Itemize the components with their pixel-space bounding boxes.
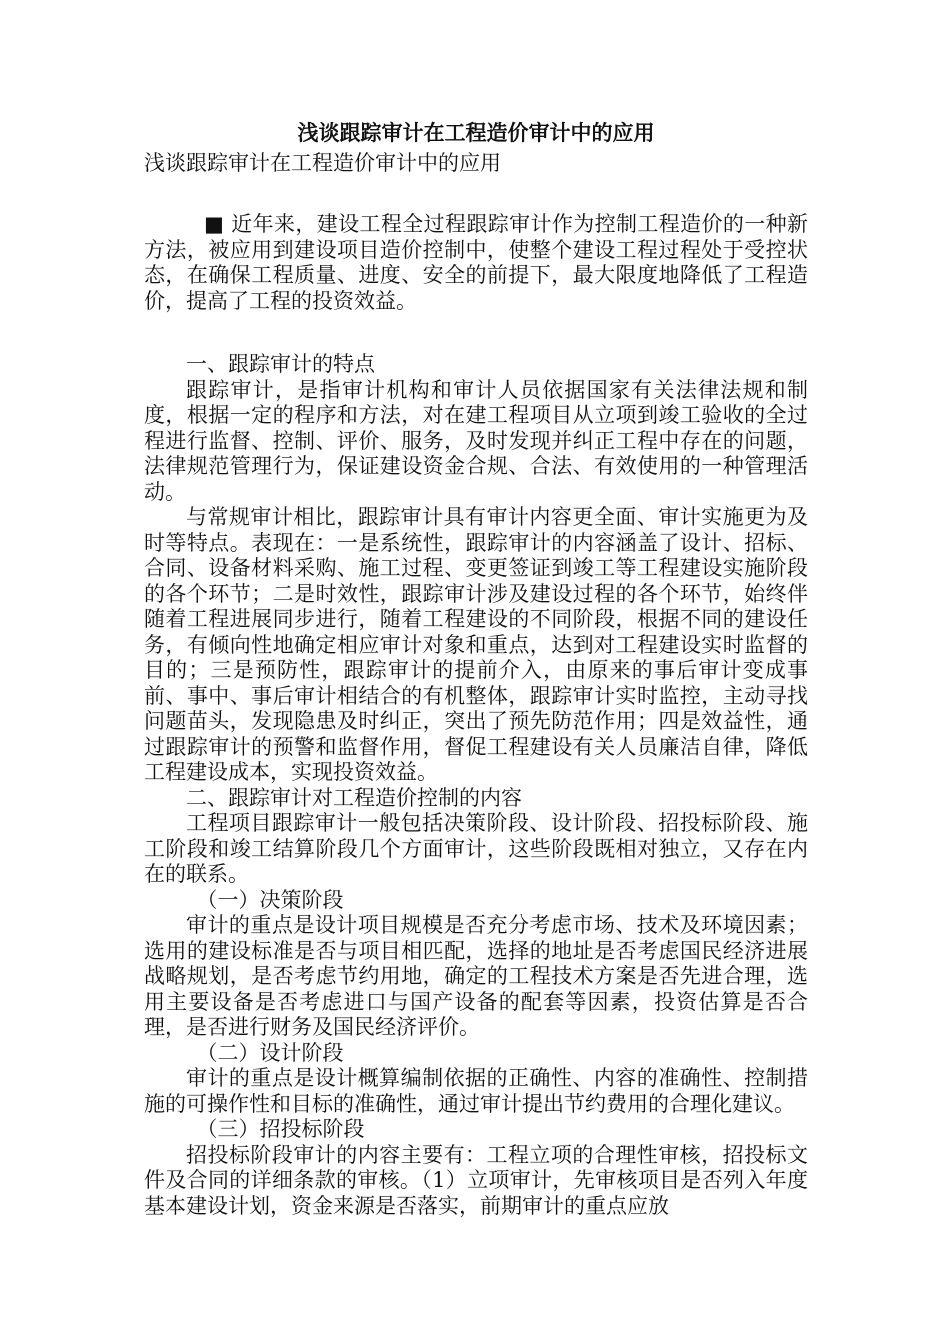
document-title: 浅谈跟踪审计在工程造价审计中的应用: [297, 120, 655, 145]
subsection-heading-bidding: （三）招投标阶段: [196, 1117, 365, 1141]
subsection-paragraph-design: 审计的重点是设计概算编制依据的正确性、内容的准确性、控制措施的可操作性和目标的准确性，通过审计提出节约费用的合理化建议。: [144, 1066, 808, 1116]
intro-paragraph: ■ 近年来，建设工程全过程跟踪审计作为控制工程造价的一种新方法，被应用到建设项目造价控制中，使整个建设工程过程处于受控状态，在确保工程质量、进度、安全的前提下，最大限度地降低了工程造价，提高了工程的投资效益。: [144, 212, 808, 313]
subsection-heading-decision: （一）决策阶段: [196, 887, 344, 912]
section-heading-1: 一、跟踪审计的特点: [186, 352, 375, 376]
subsection-paragraph-bidding: 招投标阶段审计的内容主要有：工程立项的合理性审核，招投标文件及合同的详细条款的审核。（1）立项审计，先审核项目是否列入年度基本建设计划，资金来源是否落实，前期审计的重点应放: [144, 1142, 808, 1218]
subsection-paragraph-decision: 审计的重点是设计项目规模是否充分考虑市场、技术及环境因素；选用的建设标准是否与项目相匹配，选择的地址是否考虑国民经济进展战略规划，是否考虑节约用地，确定的工程技术方案是否先进合理，选用主要设备是否考虑进口与国产设备的配套等因素，投资估算是否合理，是否进行财务及国民经济评价。: [144, 913, 808, 1039]
document-subtitle: 浅谈跟踪审计在工程造价审计中的应用: [144, 151, 501, 175]
section1-paragraph-2: 与常规审计相比，跟踪审计具有审计内容更全面、审计实施更为及时等特点。表现在：一是系统性，跟踪审计的内容涵盖了设计、招标、合同、设备材料采购、施工过程、变更签证到竣工等工程建设实施阶段的各个环节；二是时效性，跟踪审计涉及建设过程的各个环节，始终伴随着工程进展同步进行，随着工程建设的不同阶段，根据不同的建设任务，有倾向性地确定相应审计对象和重点，达到对工程建设实时监督的目的；三是预防性，跟踪审计的提前介入，由原来的事后审计变成事前、事中、事后审计相结合的有机整体，跟踪审计实时监控，主动寻找问题苗头，发现隐患及时纠正，突出了预先防范作用；四是效益性，通过跟踪审计的预警和监督作用，督促工程建设有关人员廉洁自律，降低工程建设成本，实现投资效益。: [144, 505, 808, 784]
section1-paragraph-1: 跟踪审计，是指审计机构和审计人员依据国家有关法律法规和制度，根据一定的程序和方法，对在建工程项目从立项到竣工验收的全过程进行监督、控制、评价、服务，及时发现并纠正工程中存在的问题，法律规范管理行为，保证建设资金合规、合法、有效使用的一种管理活动。: [144, 377, 808, 504]
section-heading-2: 二、跟踪审计对工程造价控制的内容: [186, 785, 522, 810]
document-page: [144, 118, 808, 1219]
subsection-heading-design: （二）设计阶段: [196, 1040, 344, 1065]
section2-paragraph: 工程项目跟踪审计一般包括决策阶段、设计阶段、招投标阶段、施工阶段和竣工结算阶段几个方面审计，这些阶段既相对独立，又存在内在的联系。: [144, 811, 808, 886]
